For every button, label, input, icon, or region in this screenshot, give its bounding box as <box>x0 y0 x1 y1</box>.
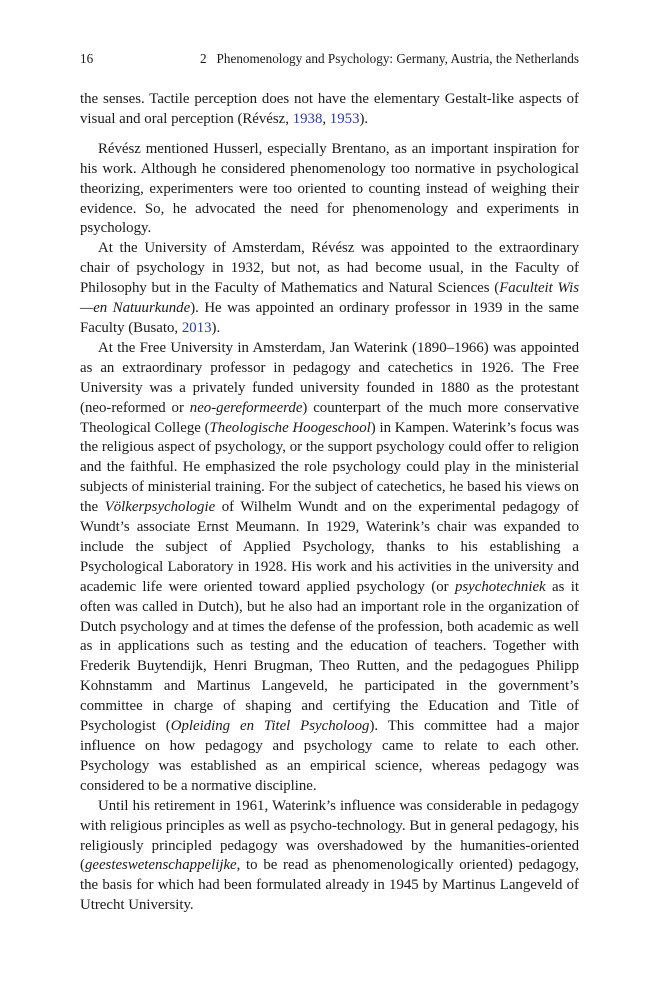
italic-term: psychotechniek <box>454 578 546 595</box>
text-run: ). <box>359 110 369 127</box>
body-text <box>80 90 579 916</box>
text-run: , <box>322 110 330 127</box>
text-run: At the Free University in Amsterdam, Jan Waterink (1890–1966) was appointed as an extraordinary professor in pedagogy and catechetics in 1926. The Free University was a privately funded university founded in 1880 as the protestant (neo-reformed or <box>80 339 579 416</box>
italic-term: geesteswetenschappelijke <box>84 857 237 874</box>
chapter-heading <box>200 51 579 67</box>
italic-term: Völkerpsychologie <box>104 499 216 516</box>
citation-link-1938[interactable]: 1938 <box>292 110 323 127</box>
text-run: Until his retirement in 1961, Waterink’s influence was considerable in pedagogy with religious principles as well as psycho-technology. But in general pedagogy, his religiously principled pedagogy was overshadowed by the humanities-oriented ( <box>80 797 579 874</box>
text-run: ) counterpart of the much more conservative Theological College ( <box>80 399 579 436</box>
paragraph-3 <box>80 239 579 339</box>
paragraph-4 <box>80 339 579 797</box>
text-run: of Wilhelm Wundt and on the experimental pedagogy of Wundt’s associate Ernst Meumann. In 1929, Waterink’s chair was expanded to include the subject of Applied Psychology, thanks to his establishing a Psychological Laboratory in 1928. His work and his activities in the university and academic life were oriented toward applied psychology (or <box>80 499 579 595</box>
italic-term: Theologische Hoogeschool <box>209 419 371 436</box>
citation-link-2013[interactable]: 2013 <box>181 319 212 336</box>
chapter-title: Phenomenology and Psychology: Germany, Austria, the Netherlands <box>216 51 579 66</box>
text-run: ). He was appointed an ordinary professor in 1939 in the same Faculty (Busato, <box>80 300 579 336</box>
text-run: as it often was called in Dutch), but he also had an important role in the organization of Dutch psychology and at times the defense of the profession, both academic as well as in applications such as testing and the education of teachers. Together with Frederik Buytendijk, Henri Brugman, Theo Rutten, and the pedagogues Philipp Kohnstamm and Martinus Langeveld, he participated in the government’s committee in charge of shaping and certifying the Education and Title of Psychologist ( <box>80 578 579 735</box>
text-run: At the University of Amsterdam, Révész was appointed to the extraordinary chair of psychology in 1932, but not, as had become usual, in the Faculty of Philosophy but in the Faculty of Mathematics and Natural Sciences ( <box>80 240 579 297</box>
text-run: ). This committee had a major influence on how pedagogy and psychology came to relate to each other. Psychology was established as an empirical science, whereas pedagogy was considered to be a normative discipline. <box>80 718 579 794</box>
text-run: Révész mentioned Husserl, especially Brentano, as an important inspiration for his work. Although he considered phenomenology too normative in psychological theorizing, experimenters were too oriented to counting instead of weighing their evidence. So, he advocated the need for phenomenology and experiments in psychology. <box>80 140 579 237</box>
italic-term: Opleiding en Titel Psycholoog <box>170 718 370 735</box>
text-run: ) in Kampen. Waterink’s focus was the religious aspect of psychology, or the support psychology could offer to religion and the faithful. He emphasized the role psychology could play in the ministerial subjects of ministerial training. For the subject of catechetics, he based his views on the <box>80 419 579 516</box>
italic-term: neo-gereformeerde <box>189 399 303 416</box>
paragraph-5 <box>80 797 579 916</box>
chapter-number: 2 <box>199 51 207 66</box>
paragraph-2 <box>80 140 579 240</box>
citation-link-1953[interactable]: 1953 <box>329 110 360 127</box>
paragraph-1 <box>80 90 579 130</box>
text-run: , to be read as phenomenologically oriented) pedagogy, the basis for which had been formulated already in 1945 by Martinus Langeveld of Utrecht University. <box>80 857 579 914</box>
text-run: the senses. Tactile perception does not have the elementary Gestalt-like aspects of visual and oral perception (Révész, <box>80 91 579 127</box>
page-number: 16 <box>80 51 94 66</box>
italic-term: Faculteit Wis—en Natuurkunde <box>80 280 579 317</box>
text-run: ). <box>211 319 221 336</box>
